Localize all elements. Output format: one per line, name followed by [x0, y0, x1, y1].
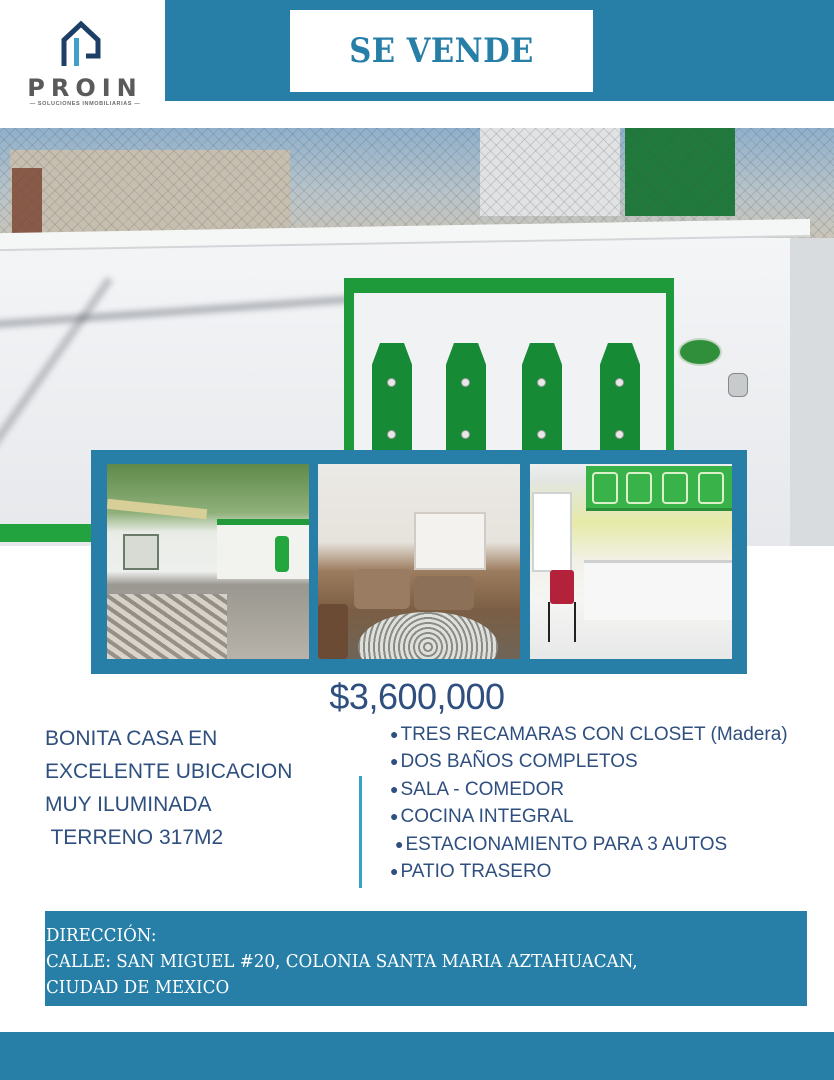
description-line: TERRENO 317M2	[45, 826, 224, 849]
bullet-icon: ●	[390, 808, 399, 825]
address-line-2: CIUDAD DE MEXICO	[46, 977, 230, 998]
bullet-icon: ●	[390, 753, 399, 770]
feature-item: ● PATIO TRASERO	[390, 861, 552, 883]
description-line: MUY ILUMINADA	[45, 793, 212, 816]
gallery-photo-kitchen	[530, 464, 732, 659]
brand-tagline: — SOLUCIONES INMOBILIARIAS —	[29, 101, 141, 107]
title-box	[290, 10, 593, 92]
bullet-icon: ●	[390, 726, 399, 742]
address-label: DIRECCIÓN:	[46, 925, 157, 946]
gallery-photo-living-room	[318, 464, 520, 659]
vertical-divider	[359, 776, 362, 888]
feature-item: ● DOS BAÑOS COMPLETOS	[390, 751, 638, 773]
listing-description	[45, 722, 292, 854]
bullet-icon: ●	[390, 863, 399, 880]
house-number-plaque	[678, 338, 722, 366]
listing-price: $3,600,000	[329, 676, 505, 717]
photo-gallery	[91, 450, 747, 674]
address-box	[45, 911, 807, 1006]
brand-logo	[0, 0, 165, 115]
page-title: SE VENDE	[349, 31, 534, 71]
gallery-photo-patio	[107, 464, 309, 659]
description-line: BONITA CASA EN	[45, 727, 218, 750]
feature-list	[390, 721, 788, 885]
bullet-icon: ●	[390, 780, 399, 797]
description-line: EXCELENTE UBICACION	[45, 760, 293, 783]
house-logo-icon	[58, 20, 104, 68]
feature-item: ● TRES RECAMARAS CON CLOSET (Madera)	[390, 724, 788, 745]
electric-meter	[728, 373, 748, 397]
feature-item: ● ESTACIONAMIENTO PARA 3 AUTOS	[395, 833, 728, 855]
bullet-icon: ●	[395, 835, 404, 852]
address-line-1: CALLE: SAN MIGUEL #20, COLONIA SANTA MARIA AZTAHUACAN,	[46, 951, 638, 972]
feature-item: ● SALA - COMEDOR	[390, 778, 565, 800]
footer-band	[0, 1032, 834, 1080]
brand-name: PROIN	[27, 74, 143, 102]
feature-item: ● COCINA INTEGRAL	[390, 806, 574, 828]
